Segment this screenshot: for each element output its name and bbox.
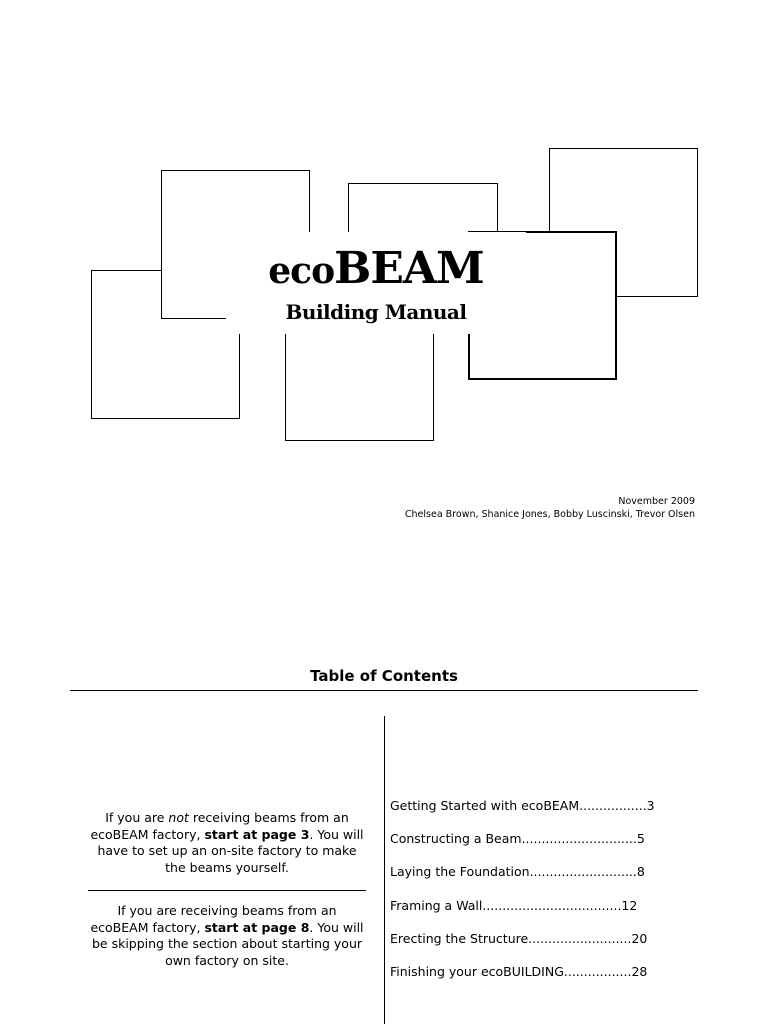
- title-main: BEAM: [334, 243, 484, 294]
- note-not-receiving-beams: If you are not receiving beams from an ecoBEAM factory, start at page 3. You will have to set up an on-site factory to make the beams yourself.: [90, 810, 364, 875]
- toc-entry-framing-wall[interactable]: Framing a Wall...................................12: [390, 897, 638, 913]
- title-prefix: eco: [268, 250, 335, 292]
- toc-list: [390, 797, 690, 996]
- toc-entry-getting-started[interactable]: Getting Started with ecoBEAM.................3: [390, 798, 655, 813]
- toc-heading: Table of Contents: [310, 667, 458, 685]
- title-block: [226, 232, 526, 334]
- publication-date: November 2009: [618, 496, 695, 507]
- toc-column-divider: [384, 716, 385, 1024]
- toc-entry-erecting-structure[interactable]: Erecting the Structure..........................20: [390, 930, 648, 946]
- toc-entry-laying-foundation[interactable]: Laying the Foundation...........................8: [390, 864, 645, 880]
- authors: Chelsea Brown, Shanice Jones, Bobby Luscinski, Trevor Olsen: [404, 509, 695, 520]
- toc-heading-rule: [70, 690, 698, 691]
- note-receiving-beams: If you are receiving beams from an ecoBEAM factory, start at page 8. You will be skipping the section about starting your own factory on site.: [90, 903, 364, 968]
- note-divider: [88, 890, 366, 891]
- document-title: [226, 244, 526, 296]
- toc-entry-finishing-building[interactable]: Finishing your ecoBUILDING.................28: [390, 963, 648, 979]
- cover-meta: [405, 495, 695, 521]
- toc-entry-constructing-beam[interactable]: Constructing a Beam.............................5: [390, 831, 645, 847]
- document-subtitle: Building Manual: [285, 300, 467, 324]
